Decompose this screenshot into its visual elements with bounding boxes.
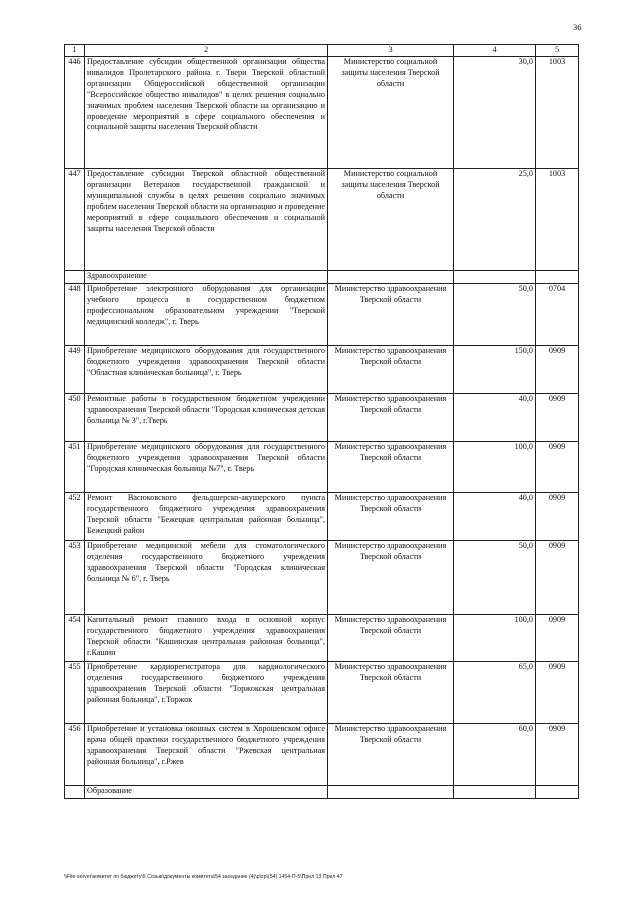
table-header-row [65, 45, 579, 57]
row-description: Ремонтные работы в государственном бюджетном учреждении здравоохранения Тверской области "Городская клиническая детская больница № 3", г.Тверь [85, 394, 328, 442]
row-code: 0909 [536, 442, 579, 493]
row-ministry: Министерство здравоохранения Тверской области [328, 284, 454, 346]
table-row [65, 346, 579, 394]
section-title: Здравоохранение [85, 271, 328, 284]
table-row [65, 284, 579, 346]
row-description: Приобретение медицинской мебели для стоматологического отделения государственного бюджетного учреждения здравоохранения Тверской области "Городская клиническая больница № 6", г. Тверь [85, 541, 328, 615]
section-code-cell [536, 786, 579, 799]
column-header-1: 1 [65, 45, 85, 57]
row-amount: 40,0 [454, 394, 536, 442]
row-ministry: Министерство здравоохранения Тверской области [328, 493, 454, 541]
row-number: 454 [65, 615, 85, 662]
column-header-4: 4 [454, 45, 536, 57]
row-code: 0909 [536, 662, 579, 724]
row-number: 449 [65, 346, 85, 394]
row-code: 0909 [536, 615, 579, 662]
row-number: 456 [65, 724, 85, 786]
row-number: 446 [65, 57, 85, 169]
section-number-cell [65, 271, 85, 284]
row-code: 0704 [536, 284, 579, 346]
section-amount-cell [454, 786, 536, 799]
row-amount: 150,0 [454, 346, 536, 394]
row-ministry: Министерство социальной защиты населения Тверской области [328, 169, 454, 271]
row-code: 1003 [536, 57, 579, 169]
row-ministry: Министерство здравоохранения Тверской области [328, 724, 454, 786]
row-description: Приобретение электронного оборудования для организации учебного процесса в государственном бюджетном профессиональном образовательном учреждении "Тверской медицинский колледж", г. Тверь [85, 284, 328, 346]
row-code: 0909 [536, 346, 579, 394]
section-amount-cell [454, 271, 536, 284]
row-description: Предоставление субсидии Тверской областной общественной организации Ветеранов государственной гражданской и муниципальной службы в целях решения социально значимых проблем населения Тверской области на организацию и проведение мероприятий в сфере социального обеспечения и социальной защиты населения Тверской области [85, 169, 328, 271]
row-description: Приобретение кардиорегистратора для кардиологического отделения государственного бюджетного учреждения здравоохранения Тверской области "Торжокская центральная районная больница", г.Торжок [85, 662, 328, 724]
row-description: Предоставление субсидии общественной организации общества инвалидов Пролетарского района г. Твери Тверской областной организации Общероссийской общественной организации "Всероссийское общество инвалидов" в целях решения социально значимых проблем населения Тверской области на организацию и проведение мероприятий в сфере социального обеспечения и социальной защиты населения Тверской области [85, 57, 328, 169]
row-code: 1003 [536, 169, 579, 271]
section-row [65, 271, 579, 284]
row-number: 455 [65, 662, 85, 724]
section-ministry-cell [328, 271, 454, 284]
table-row [65, 541, 579, 615]
row-number: 450 [65, 394, 85, 442]
table-body [65, 57, 579, 799]
row-amount: 50,0 [454, 284, 536, 346]
row-code: 0909 [536, 541, 579, 615]
row-number: 447 [65, 169, 85, 271]
row-description: Ремонт Васюковского фельдшерско-акушерского пункта государственного бюджетного учреждения здравоохранения Тверской области "Бежецкая центральная районная больница", Бежецкий район [85, 493, 328, 541]
row-ministry: Министерство здравоохранения Тверской области [328, 442, 454, 493]
row-description: Приобретение медицинского оборудования для государственного бюджетного учреждения здравоохранения Тверской области "Городская клиническая больница №7", г. Тверь [85, 442, 328, 493]
row-number: 453 [65, 541, 85, 615]
row-number: 452 [65, 493, 85, 541]
table-row [65, 169, 579, 271]
row-ministry: Министерство здравоохранения Тверской области [328, 346, 454, 394]
row-ministry: Министерство здравоохранения Тверской области [328, 615, 454, 662]
row-description: Капитальный ремонт главного входа в основной корпус государственного бюджетного учреждения здравоохранения Тверской области "Кашинская центральная районная больница", г.Кашин [85, 615, 328, 662]
table-row [65, 662, 579, 724]
row-amount: 60,0 [454, 724, 536, 786]
row-amount: 50,0 [454, 541, 536, 615]
column-header-3: 3 [328, 45, 454, 57]
section-code-cell [536, 271, 579, 284]
row-code: 0909 [536, 394, 579, 442]
row-ministry: Министерство здравоохранения Тверской области [328, 541, 454, 615]
row-code: 0909 [536, 493, 579, 541]
table-row [65, 493, 579, 541]
row-ministry: Министерство здравоохранения Тверской области [328, 394, 454, 442]
row-amount: 40,0 [454, 493, 536, 541]
row-amount: 30,0 [454, 57, 536, 169]
table-row [65, 394, 579, 442]
table-row [65, 724, 579, 786]
row-code: 0909 [536, 724, 579, 786]
table-row [65, 615, 579, 662]
row-ministry: Министерство социальной защиты населения Тверской области [328, 57, 454, 169]
table-row [65, 57, 579, 169]
row-amount: 100,0 [454, 442, 536, 493]
column-header-5: 5 [536, 45, 579, 57]
file-path-footer: \\File-server\комитет по бюджету\5 Созыв\документы комитета\54 заседание (4)\р\zp\(54) 1454-П-5\Прил 13 Прил 47 [64, 874, 343, 880]
table-row [65, 442, 579, 493]
row-amount: 100,0 [454, 615, 536, 662]
section-ministry-cell [328, 786, 454, 799]
section-row [65, 786, 579, 799]
row-description: Приобретение медицинского оборудования для государственного бюджетного учреждения здравоохранения Тверской области "Областная клиническая больница", г. Тверь [85, 346, 328, 394]
budget-table [64, 44, 579, 799]
row-number: 451 [65, 442, 85, 493]
row-ministry: Министерство здравоохранения Тверской области [328, 662, 454, 724]
row-amount: 25,0 [454, 169, 536, 271]
column-header-2: 2 [85, 45, 328, 57]
row-amount: 65,0 [454, 662, 536, 724]
row-description: Приобретение и установка оконных систем в Хорошевском офисе врача общей практики государственного бюджетного учреждения здравоохранения Тверской области "Ржевская центральная районная больница", г.Ржев [85, 724, 328, 786]
section-number-cell [65, 786, 85, 799]
row-number: 448 [65, 284, 85, 346]
page-number: 36 [573, 22, 582, 32]
section-title: Образование [85, 786, 328, 799]
